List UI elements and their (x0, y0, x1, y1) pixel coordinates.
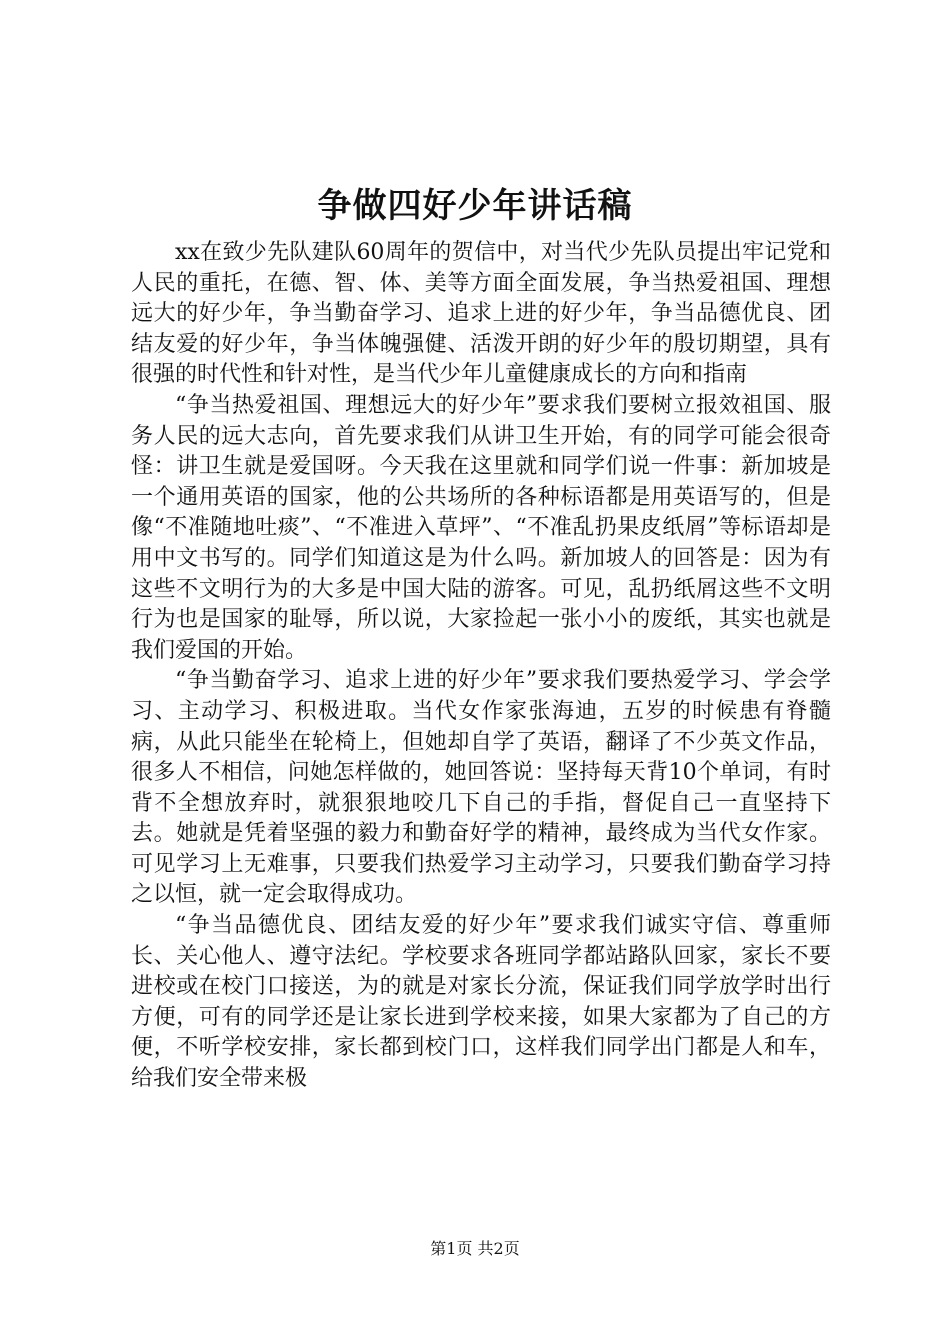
document-title: 争做四好少年讲话稿 (317, 186, 633, 226)
page-footer: 第1页 共2页 (430, 1239, 520, 1258)
paragraph-3: “争当勤奋学习、追求上进的好少年”要求我们要热爱学习、学会学习、主动学习、积极进取。当代女作家张海迪，五岁的时候患有脊髓病，从此只能坐在轮椅上，但她却自学了英语，翻译了不少英文作品，很多人不相信，问她怎样做的，她回答说：坚持每天背10个单词，有时背不全想放弃时，就狠狠地咬几下自己的手指，督促自己一直坚持下去。她就是凭着坚强的毅力和勤奋好学的精神，最终成为当代女作家。可见学习上无难事，只要我们热爱学习主动学习，只要我们勤奋学习持之以恒，就一定会取得成功。 (131, 668, 831, 908)
paragraph-2: “争当热爱祖国、理想远大的好少年”要求我们要树立报效祖国、服务人民的远大志向，首先要求我们从讲卫生开始，有的同学可能会很奇怪：讲卫生就是爱国呀。今天我在这里就和同学们说一件事：新加坡是一个通用英语的国家，他的公共场所的各种标语都是用英语写的，但是像“不准随地吐痰”、“不准进入草坪”、“不准乱扔果皮纸屑”等标语却是用中文书写的。同学们知道这是为什么吗。新加坡人的回答是：因为有这些不文明行为的大多是中国大陆的游客。可见，乱扔纸屑这些不文明行为也是国家的耻辱，所以说，大家捡起一张小小的废纸，其实也就是我们爱国的开始。 (131, 392, 831, 663)
paragraph-4: “争当品德优良、团结友爱的好少年”要求我们诚实守信、尊重师长、关心他人、遵守法纪。学校要求各班同学都站路队回家，家长不要进校或在校门口接送，为的就是对家长分流，保证我们同学放学时出行方便，可有的同学还是让家长进到学校来接，如果大家都为了自己的方便，不听学校安排，家长都到校门口，这样我们同学出门都是人和车，给我们安全带来极 (131, 913, 831, 1092)
document-body (131, 238, 831, 1095)
paragraph-1: xx在致少先队建队60周年的贺信中，对当代少先队员提出牢记党和人民的重托，在德、智、体、美等方面全面发展，争当热爱祖国、理想远大的好少年，争当勤奋学习、追求上进的好少年，争当品德优良、团结友爱的好少年，争当体魄强健、活泼开朗的好少年的殷切期望，具有很强的时代性和针对性，是当代少年儿童健康成长的方向和指南 (131, 240, 831, 388)
